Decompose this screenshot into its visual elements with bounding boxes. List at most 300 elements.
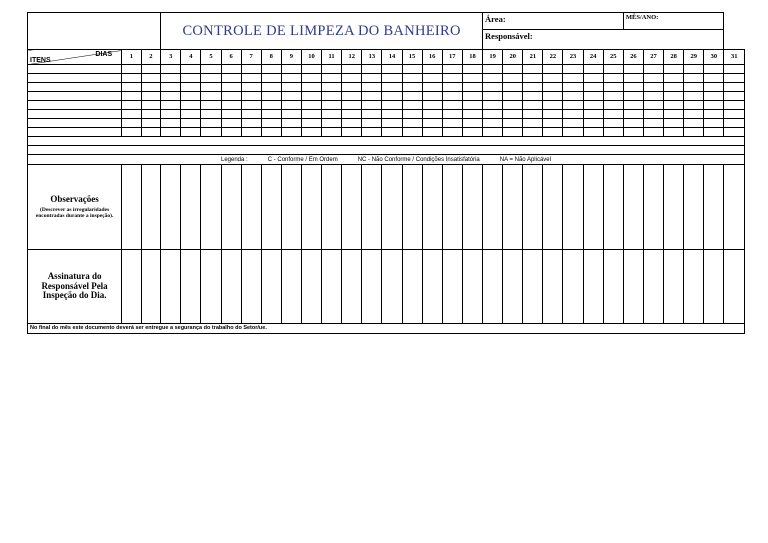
day-check-cell[interactable] [382,119,402,128]
day-check-cell[interactable] [201,92,221,101]
day-check-cell[interactable] [503,119,523,128]
signature-cell[interactable] [483,250,503,324]
day-check-cell[interactable] [161,65,181,74]
day-check-cell[interactable] [543,83,563,92]
day-check-cell[interactable] [603,83,623,92]
day-check-cell[interactable] [261,65,281,74]
day-check-cell[interactable] [563,92,583,101]
day-check-cell[interactable] [301,110,321,119]
day-check-cell[interactable] [704,83,724,92]
day-check-cell[interactable] [623,65,643,74]
day-check-cell[interactable] [704,119,724,128]
day-check-cell[interactable] [462,128,482,137]
day-check-cell[interactable] [724,110,745,119]
day-check-cell[interactable] [583,128,603,137]
day-check-cell[interactable] [724,74,745,83]
day-check-cell[interactable] [462,101,482,110]
day-check-cell[interactable] [664,119,684,128]
day-check-cell[interactable] [483,74,503,83]
day-check-cell[interactable] [281,101,301,110]
observation-cell[interactable] [724,165,745,250]
day-check-cell[interactable] [704,101,724,110]
day-check-cell[interactable] [684,101,704,110]
observation-cell[interactable] [122,165,142,250]
day-check-cell[interactable] [382,83,402,92]
day-check-cell[interactable] [543,110,563,119]
item-name-cell[interactable] [28,74,122,83]
observation-cell[interactable] [664,165,684,250]
day-check-cell[interactable] [221,110,241,119]
day-check-cell[interactable] [543,128,563,137]
day-check-cell[interactable] [543,65,563,74]
day-check-cell[interactable] [322,128,342,137]
day-check-cell[interactable] [523,92,543,101]
day-check-cell[interactable] [141,119,161,128]
signature-cell[interactable] [704,250,724,324]
day-check-cell[interactable] [141,101,161,110]
day-check-cell[interactable] [342,65,362,74]
day-check-cell[interactable] [261,119,281,128]
day-check-cell[interactable] [643,74,663,83]
signature-cell[interactable] [684,250,704,324]
observation-cell[interactable] [422,165,442,250]
day-check-cell[interactable] [221,92,241,101]
day-check-cell[interactable] [724,65,745,74]
day-check-cell[interactable] [261,74,281,83]
day-check-cell[interactable] [442,119,462,128]
day-check-cell[interactable] [462,92,482,101]
day-check-cell[interactable] [462,74,482,83]
signature-cell[interactable] [442,250,462,324]
day-check-cell[interactable] [442,65,462,74]
day-check-cell[interactable] [563,119,583,128]
day-check-cell[interactable] [442,101,462,110]
day-check-cell[interactable] [603,65,623,74]
day-check-cell[interactable] [523,119,543,128]
day-check-cell[interactable] [322,110,342,119]
day-check-cell[interactable] [543,92,563,101]
observation-cell[interactable] [523,165,543,250]
day-check-cell[interactable] [724,83,745,92]
day-check-cell[interactable] [603,101,623,110]
observation-cell[interactable] [483,165,503,250]
day-check-cell[interactable] [342,128,362,137]
day-check-cell[interactable] [724,101,745,110]
day-check-cell[interactable] [563,101,583,110]
observation-cell[interactable] [623,165,643,250]
day-check-cell[interactable] [523,110,543,119]
day-check-cell[interactable] [342,110,362,119]
signature-cell[interactable] [603,250,623,324]
day-check-cell[interactable] [503,110,523,119]
day-check-cell[interactable] [362,92,382,101]
day-check-cell[interactable] [483,128,503,137]
observation-cell[interactable] [322,165,342,250]
signature-cell[interactable] [724,250,745,324]
signature-cell[interactable] [623,250,643,324]
day-check-cell[interactable] [583,119,603,128]
signature-cell[interactable] [181,250,201,324]
day-check-cell[interactable] [563,65,583,74]
day-check-cell[interactable] [382,74,402,83]
day-check-cell[interactable] [402,83,422,92]
day-check-cell[interactable] [261,128,281,137]
day-check-cell[interactable] [462,119,482,128]
day-check-cell[interactable] [141,128,161,137]
day-check-cell[interactable] [563,110,583,119]
day-check-cell[interactable] [221,65,241,74]
day-check-cell[interactable] [523,101,543,110]
day-check-cell[interactable] [724,119,745,128]
day-check-cell[interactable] [362,119,382,128]
signature-cell[interactable] [402,250,422,324]
day-check-cell[interactable] [462,83,482,92]
day-check-cell[interactable] [322,65,342,74]
day-check-cell[interactable] [342,92,362,101]
signature-cell[interactable] [221,250,241,324]
observation-cell[interactable] [603,165,623,250]
day-check-cell[interactable] [583,101,603,110]
observation-cell[interactable] [301,165,321,250]
day-check-cell[interactable] [503,101,523,110]
day-check-cell[interactable] [122,83,142,92]
observation-cell[interactable] [402,165,422,250]
day-check-cell[interactable] [301,65,321,74]
day-check-cell[interactable] [281,110,301,119]
day-check-cell[interactable] [362,74,382,83]
day-check-cell[interactable] [261,83,281,92]
day-check-cell[interactable] [362,128,382,137]
day-check-cell[interactable] [402,128,422,137]
day-check-cell[interactable] [664,83,684,92]
observation-cell[interactable] [241,165,261,250]
day-check-cell[interactable] [161,128,181,137]
signature-cell[interactable] [362,250,382,324]
day-check-cell[interactable] [422,101,442,110]
day-check-cell[interactable] [704,128,724,137]
item-name-cell[interactable] [28,92,122,101]
day-check-cell[interactable] [623,74,643,83]
day-check-cell[interactable] [523,128,543,137]
observation-cell[interactable] [503,165,523,250]
day-check-cell[interactable] [382,65,402,74]
day-check-cell[interactable] [422,128,442,137]
day-check-cell[interactable] [402,119,422,128]
day-check-cell[interactable] [543,74,563,83]
observation-cell[interactable] [261,165,281,250]
day-check-cell[interactable] [301,128,321,137]
observation-cell[interactable] [583,165,603,250]
day-check-cell[interactable] [122,92,142,101]
day-check-cell[interactable] [704,110,724,119]
day-check-cell[interactable] [603,128,623,137]
signature-cell[interactable] [322,250,342,324]
day-check-cell[interactable] [342,74,362,83]
day-check-cell[interactable] [664,128,684,137]
day-check-cell[interactable] [201,119,221,128]
day-check-cell[interactable] [161,101,181,110]
observation-cell[interactable] [181,165,201,250]
day-check-cell[interactable] [382,101,402,110]
observation-cell[interactable] [342,165,362,250]
day-check-cell[interactable] [141,110,161,119]
day-check-cell[interactable] [704,65,724,74]
day-check-cell[interactable] [181,110,201,119]
day-check-cell[interactable] [382,110,402,119]
day-check-cell[interactable] [664,110,684,119]
day-check-cell[interactable] [281,128,301,137]
day-check-cell[interactable] [422,92,442,101]
observation-cell[interactable] [543,165,563,250]
day-check-cell[interactable] [643,110,663,119]
observation-cell[interactable] [563,165,583,250]
signature-cell[interactable] [261,250,281,324]
item-name-cell[interactable] [28,119,122,128]
signature-cell[interactable] [122,250,142,324]
day-check-cell[interactable] [181,119,201,128]
day-check-cell[interactable] [643,92,663,101]
day-check-cell[interactable] [623,101,643,110]
day-check-cell[interactable] [684,92,704,101]
day-check-cell[interactable] [442,74,462,83]
day-check-cell[interactable] [684,119,704,128]
day-check-cell[interactable] [261,92,281,101]
day-check-cell[interactable] [362,101,382,110]
day-check-cell[interactable] [684,74,704,83]
day-check-cell[interactable] [664,65,684,74]
day-check-cell[interactable] [402,74,422,83]
day-check-cell[interactable] [724,92,745,101]
day-check-cell[interactable] [141,74,161,83]
day-check-cell[interactable] [181,101,201,110]
day-check-cell[interactable] [442,128,462,137]
signature-cell[interactable] [462,250,482,324]
day-check-cell[interactable] [664,74,684,83]
day-check-cell[interactable] [301,74,321,83]
day-check-cell[interactable] [201,74,221,83]
item-name-cell[interactable] [28,110,122,119]
day-check-cell[interactable] [161,74,181,83]
day-check-cell[interactable] [583,65,603,74]
day-check-cell[interactable] [623,119,643,128]
day-check-cell[interactable] [382,92,402,101]
day-check-cell[interactable] [342,119,362,128]
day-check-cell[interactable] [643,83,663,92]
day-check-cell[interactable] [181,74,201,83]
day-check-cell[interactable] [201,110,221,119]
day-check-cell[interactable] [241,83,261,92]
day-check-cell[interactable] [161,83,181,92]
day-check-cell[interactable] [342,101,362,110]
day-check-cell[interactable] [221,101,241,110]
day-check-cell[interactable] [241,92,261,101]
day-check-cell[interactable] [603,110,623,119]
day-check-cell[interactable] [141,83,161,92]
day-check-cell[interactable] [301,92,321,101]
day-check-cell[interactable] [362,110,382,119]
day-check-cell[interactable] [362,65,382,74]
day-check-cell[interactable] [362,83,382,92]
item-name-cell[interactable] [28,128,122,137]
day-check-cell[interactable] [704,74,724,83]
day-check-cell[interactable] [201,128,221,137]
day-check-cell[interactable] [563,128,583,137]
day-check-cell[interactable] [583,110,603,119]
day-check-cell[interactable] [161,119,181,128]
day-check-cell[interactable] [122,128,142,137]
day-check-cell[interactable] [241,119,261,128]
day-check-cell[interactable] [122,65,142,74]
observation-cell[interactable] [362,165,382,250]
day-check-cell[interactable] [483,119,503,128]
day-check-cell[interactable] [603,92,623,101]
day-check-cell[interactable] [322,74,342,83]
signature-cell[interactable] [422,250,442,324]
day-check-cell[interactable] [241,74,261,83]
day-check-cell[interactable] [402,110,422,119]
item-name-cell[interactable] [28,101,122,110]
day-check-cell[interactable] [402,101,422,110]
day-check-cell[interactable] [684,65,704,74]
day-check-cell[interactable] [603,74,623,83]
day-check-cell[interactable] [322,119,342,128]
day-check-cell[interactable] [643,65,663,74]
day-check-cell[interactable] [122,119,142,128]
day-check-cell[interactable] [704,92,724,101]
observation-cell[interactable] [442,165,462,250]
day-check-cell[interactable] [281,92,301,101]
signature-cell[interactable] [523,250,543,324]
day-check-cell[interactable] [281,74,301,83]
area-field[interactable]: Área: [483,13,624,30]
day-check-cell[interactable] [221,128,241,137]
day-check-cell[interactable] [122,74,142,83]
day-check-cell[interactable] [281,83,301,92]
day-check-cell[interactable] [181,65,201,74]
day-check-cell[interactable] [122,101,142,110]
day-check-cell[interactable] [201,101,221,110]
observation-cell[interactable] [201,165,221,250]
day-check-cell[interactable] [563,83,583,92]
day-check-cell[interactable] [382,128,402,137]
day-check-cell[interactable] [462,65,482,74]
signature-cell[interactable] [281,250,301,324]
day-check-cell[interactable] [301,83,321,92]
day-check-cell[interactable] [442,92,462,101]
day-check-cell[interactable] [422,110,442,119]
signature-cell[interactable] [382,250,402,324]
day-check-cell[interactable] [122,110,142,119]
day-check-cell[interactable] [664,101,684,110]
day-check-cell[interactable] [603,119,623,128]
day-check-cell[interactable] [563,74,583,83]
day-check-cell[interactable] [181,92,201,101]
day-check-cell[interactable] [724,128,745,137]
observation-cell[interactable] [382,165,402,250]
signature-cell[interactable] [503,250,523,324]
observation-cell[interactable] [221,165,241,250]
day-check-cell[interactable] [322,92,342,101]
day-check-cell[interactable] [301,119,321,128]
day-check-cell[interactable] [503,74,523,83]
day-check-cell[interactable] [402,92,422,101]
day-check-cell[interactable] [402,65,422,74]
day-check-cell[interactable] [241,128,261,137]
day-check-cell[interactable] [623,83,643,92]
day-check-cell[interactable] [221,119,241,128]
day-check-cell[interactable] [161,110,181,119]
day-check-cell[interactable] [583,83,603,92]
day-check-cell[interactable] [422,65,442,74]
day-check-cell[interactable] [322,83,342,92]
day-check-cell[interactable] [583,74,603,83]
day-check-cell[interactable] [281,119,301,128]
day-check-cell[interactable] [462,110,482,119]
day-check-cell[interactable] [684,110,704,119]
day-check-cell[interactable] [281,65,301,74]
item-name-cell[interactable] [28,83,122,92]
day-check-cell[interactable] [684,128,704,137]
day-check-cell[interactable] [201,83,221,92]
signature-cell[interactable] [563,250,583,324]
observation-cell[interactable] [161,165,181,250]
day-check-cell[interactable] [442,83,462,92]
day-check-cell[interactable] [503,65,523,74]
observation-cell[interactable] [462,165,482,250]
signature-cell[interactable] [664,250,684,324]
day-check-cell[interactable] [221,83,241,92]
day-check-cell[interactable] [342,83,362,92]
day-check-cell[interactable] [483,65,503,74]
signature-cell[interactable] [141,250,161,324]
signature-cell[interactable] [543,250,563,324]
month-year-field[interactable]: MÊS/ANO: [623,13,724,30]
day-check-cell[interactable] [483,92,503,101]
day-check-cell[interactable] [523,83,543,92]
day-check-cell[interactable] [241,110,261,119]
signature-cell[interactable] [342,250,362,324]
day-check-cell[interactable] [664,92,684,101]
day-check-cell[interactable] [623,128,643,137]
day-check-cell[interactable] [181,83,201,92]
day-check-cell[interactable] [483,101,503,110]
signature-cell[interactable] [643,250,663,324]
day-check-cell[interactable] [422,83,442,92]
observation-cell[interactable] [281,165,301,250]
day-check-cell[interactable] [301,101,321,110]
day-check-cell[interactable] [503,128,523,137]
day-check-cell[interactable] [684,83,704,92]
observation-cell[interactable] [643,165,663,250]
day-check-cell[interactable] [543,101,563,110]
observation-cell[interactable] [684,165,704,250]
item-name-cell[interactable] [28,65,122,74]
signature-cell[interactable] [241,250,261,324]
day-check-cell[interactable] [643,119,663,128]
signature-cell[interactable] [161,250,181,324]
day-check-cell[interactable] [422,119,442,128]
signature-cell[interactable] [583,250,603,324]
day-check-cell[interactable] [141,65,161,74]
observation-cell[interactable] [704,165,724,250]
day-check-cell[interactable] [322,101,342,110]
day-check-cell[interactable] [523,74,543,83]
day-check-cell[interactable] [483,110,503,119]
day-check-cell[interactable] [543,119,563,128]
day-check-cell[interactable] [161,92,181,101]
day-check-cell[interactable] [442,110,462,119]
day-check-cell[interactable] [643,128,663,137]
